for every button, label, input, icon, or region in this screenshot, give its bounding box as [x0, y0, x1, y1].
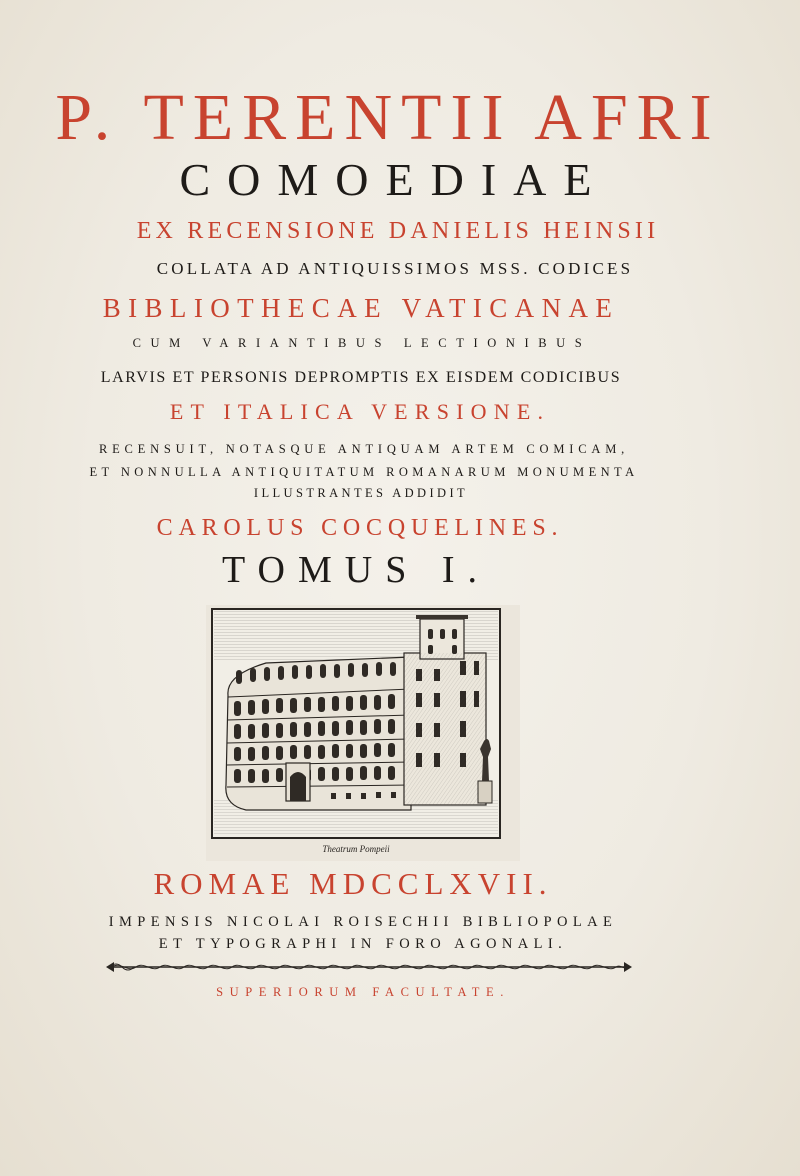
theatre-engraving: [206, 605, 520, 861]
recension-line: EX RECENSIONE DANIELIS HEINSII: [136, 218, 660, 244]
editor-line: CAROLUS COCQUELINES.: [156, 515, 564, 541]
variants-line: CUM VARIANTIBUS LECTIONIBUS: [132, 336, 592, 350]
ornamental-rule: [106, 960, 632, 974]
license-line: SUPERIORUM FACULTATE.: [216, 985, 510, 999]
italica-line: ET ITALICA VERSIONE.: [169, 399, 551, 424]
place-date-line: ROMAE MDCCLXVII.: [153, 866, 553, 901]
illustrantes-line: ILLUSTRANTES ADDIDIT: [253, 486, 469, 500]
collata-line: COLLATA AD ANTIQUISSIMOS MSS. CODICES: [156, 259, 634, 278]
printer-line-2: ET TYPOGRAPHI IN FORO AGONALI.: [158, 936, 568, 952]
nonnulla-line: ET NONNULLA ANTIQUITATUM ROMANARUM MONUMENTA: [89, 465, 639, 479]
engraving-caption: Theatrum Pompeii: [322, 844, 390, 854]
work-title: COMOEDIAE: [179, 154, 609, 205]
larvis-line: LARVIS ET PERSONIS DEPROMPTIS EX EISDEM CODICIBUS: [100, 369, 622, 386]
bibliotheca-line: BIBLIOTHECAE VATICANAE: [102, 293, 620, 323]
printer-line-1: IMPENSIS NICOLAI ROISECHII BIBLIOPOLAE: [108, 914, 618, 930]
recensuit-line: RECENSUIT, NOTASQUE ANTIQUAM ARTEM COMICAM,: [98, 442, 630, 456]
volume-line: TOMUS I.: [222, 549, 490, 591]
author-title: P. TERENTII AFRI: [55, 81, 721, 154]
